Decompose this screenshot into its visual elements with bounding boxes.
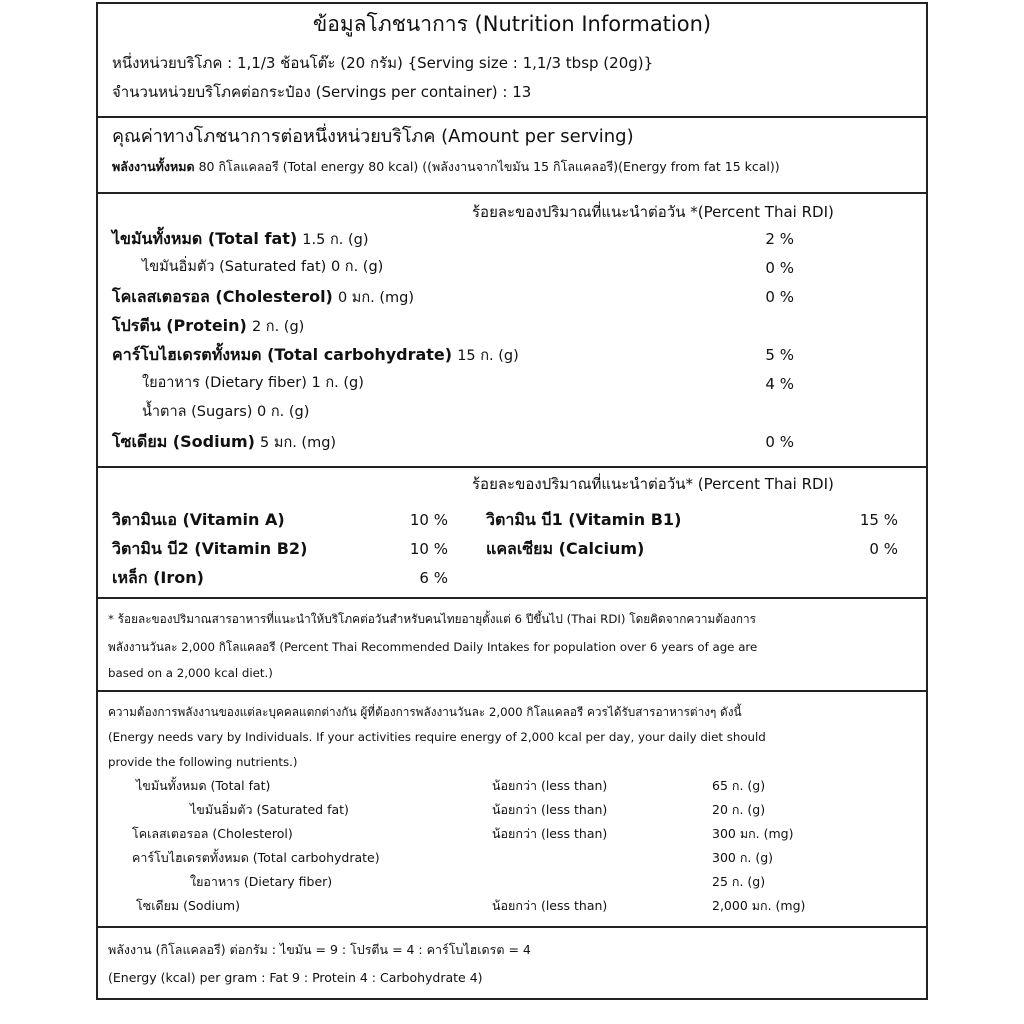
nutrient-amount: 1.5 ก. (g) bbox=[302, 232, 369, 248]
daily-qualifier: น้อยกว่า (less than) bbox=[492, 778, 608, 793]
nutrient-label: โคเลสเตอรอล (Cholesterol) bbox=[112, 287, 333, 306]
nutrient-percent: 0 % bbox=[765, 433, 794, 451]
daily-intro: provide the following nutrients.) bbox=[108, 755, 298, 769]
nutrient-percent: 5 % bbox=[765, 346, 794, 364]
nutrient-row bbox=[112, 289, 414, 306]
energy-label: พลังงานทั้งหมด bbox=[112, 159, 195, 174]
daily-value: 20 ก. (g) bbox=[712, 802, 766, 817]
vitamin-label: วิตามิน บี2 (Vitamin B2) bbox=[112, 539, 308, 558]
nutrient-label: ใยอาหาร (Dietary fiber) bbox=[142, 375, 307, 391]
section-divider bbox=[98, 116, 926, 118]
vitamin-label: วิตามิน บี1 (Vitamin B1) bbox=[486, 510, 682, 529]
nutrient-percent: 4 % bbox=[765, 375, 794, 393]
section-divider bbox=[98, 192, 926, 194]
nutrient-amount: 2 ก. (g) bbox=[251, 319, 305, 335]
nutrition-label bbox=[96, 2, 928, 1000]
daily-label: ไขมันอิ่มตัว (Saturated fat) bbox=[190, 802, 349, 817]
nutrient-label: ไขมันอิ่มตัว (Saturated fat) bbox=[142, 259, 327, 275]
daily-value: 300 มก. (mg) bbox=[712, 826, 794, 841]
rdi-heading: ร้อยละของปริมาณที่แนะนำต่อวัน *(Percent Thai RDI) bbox=[472, 203, 834, 221]
nutrient-amount: 0 มก. (mg) bbox=[337, 290, 414, 306]
label-title: ข้อมูลโภชนาการ (Nutrition Information) bbox=[312, 12, 712, 36]
vitamin-label: วิตามินเอ (Vitamin A) bbox=[112, 510, 285, 529]
nutrient-percent: 2 % bbox=[765, 230, 794, 248]
vitamin-label: เหล็ก (Iron) bbox=[112, 568, 204, 587]
daily-label: ใยอาหาร (Dietary fiber) bbox=[190, 874, 333, 889]
section-divider bbox=[98, 597, 926, 599]
daily-qualifier: น้อยกว่า (less than) bbox=[492, 826, 608, 841]
footnote-line: based on a 2,000 kcal diet.) bbox=[108, 666, 273, 680]
footnote-line: พลังงานวันละ 2,000 กิโลแคลอรี (Percent Thai Recommended Daily Intakes for population over 6 years of age are bbox=[108, 640, 758, 654]
nutrient-label: ไขมันทั้งหมด (Total fat) bbox=[112, 229, 298, 248]
serving-size: หนึ่งหน่วยบริโภค : 1,1/3 ช้อนโต๊ะ (20 กรัม) {Serving size : 1,1/3 tbsp (20g)} bbox=[112, 54, 654, 72]
energy-per-gram: พลังงาน (กิโลแคลอรี) ต่อกรัม : ไขมัน = 9 : โปรตีน = 4 : คาร์โบไฮเดรต = 4 bbox=[108, 942, 531, 957]
daily-intro: ความต้องการพลังงานของแต่ละบุคคลแตกต่างกัน ผู้ที่ต้องการพลังงานวันละ 2,000 กิโลแคลอรี ควรได้รับสารอาหารต่างๆ ดังนี้ bbox=[108, 705, 742, 719]
daily-label: คาร์โบไฮเดรตทั้งหมด (Total carbohydrate) bbox=[132, 850, 380, 865]
amount-heading: คุณค่าทางโภชนาการต่อหนึ่งหน่วยบริโภค (Amount per serving) bbox=[112, 126, 634, 147]
section-divider bbox=[98, 466, 926, 468]
energy-detail: 80 กิโลแคลอรี (Total energy 80 kcal) ((พลังงานจากไขมัน 15 กิโลแคลอรี)(Energy from fat 15 kcal)) bbox=[198, 159, 780, 174]
energy-line bbox=[112, 161, 780, 174]
energy-per-gram: (Energy (kcal) per gram : Fat 9 : Protein 4 : Carbohydrate 4) bbox=[108, 970, 483, 985]
daily-value: 25 ก. (g) bbox=[712, 874, 766, 889]
vitamin-percent: 6 % bbox=[419, 569, 448, 587]
nutrient-row bbox=[142, 376, 364, 391]
nutrient-amount: 5 มก. (mg) bbox=[260, 435, 337, 451]
vitamin-percent: 15 % bbox=[859, 511, 898, 529]
vitamin-rdi-heading: ร้อยละของปริมาณที่แนะนำต่อวัน* (Percent Thai RDI) bbox=[472, 475, 834, 493]
section-divider bbox=[98, 926, 926, 928]
section-divider bbox=[98, 690, 926, 692]
daily-label: โซเดียม (Sodium) bbox=[136, 898, 240, 913]
nutrient-amount: 1 ก. (g) bbox=[311, 375, 364, 391]
vitamin-percent: 10 % bbox=[409, 540, 448, 558]
nutrient-amount: 0 ก. (g) bbox=[257, 404, 310, 420]
vitamin-label: แคลเซียม (Calcium) bbox=[486, 539, 645, 558]
nutrient-row bbox=[142, 260, 383, 275]
vitamin-percent: 0 % bbox=[869, 540, 898, 558]
nutrient-label: น้ำตาล (Sugars) bbox=[142, 404, 253, 420]
daily-value: 300 ก. (g) bbox=[712, 850, 774, 865]
daily-value: 2,000 มก. (mg) bbox=[712, 898, 806, 913]
daily-qualifier: น้อยกว่า (less than) bbox=[492, 898, 608, 913]
footnote-line: * ร้อยละของปริมาณสารอาหารที่แนะนำให้บริโภคต่อวันสำหรับคนไทยอายุตั้งแต่ 6 ปีขึ้นไป (Thai RDI) โดยคิดจากความต้องการ bbox=[108, 612, 756, 626]
nutrient-amount: 0 ก. (g) bbox=[330, 259, 384, 275]
nutrient-percent: 0 % bbox=[765, 259, 794, 277]
nutrient-percent: 0 % bbox=[765, 288, 794, 306]
nutrient-row bbox=[112, 318, 304, 335]
servings-per-container: จำนวนหน่วยบริโภคต่อกระป๋อง (Servings per container) : 13 bbox=[112, 83, 532, 101]
nutrient-row bbox=[112, 231, 368, 248]
daily-label: ไขมันทั้งหมด (Total fat) bbox=[136, 778, 271, 793]
nutrient-row bbox=[112, 434, 336, 451]
daily-label: โคเลสเตอรอล (Cholesterol) bbox=[132, 826, 293, 841]
nutrient-row bbox=[142, 405, 309, 420]
daily-value: 65 ก. (g) bbox=[712, 778, 766, 793]
nutrient-amount: 15 ก. (g) bbox=[457, 348, 519, 364]
nutrient-label: โซเดียม (Sodium) bbox=[112, 432, 255, 451]
nutrient-row bbox=[112, 347, 519, 364]
nutrient-label: โปรตีน (Protein) bbox=[112, 316, 247, 335]
nutrient-label: คาร์โบไฮเดรตทั้งหมด (Total carbohydrate) bbox=[112, 345, 453, 364]
daily-qualifier: น้อยกว่า (less than) bbox=[492, 802, 608, 817]
vitamin-percent: 10 % bbox=[409, 511, 448, 529]
daily-intro: (Energy needs vary by Individuals. If your activities require energy of 2,000 kcal per day, your daily diet should bbox=[108, 730, 766, 744]
